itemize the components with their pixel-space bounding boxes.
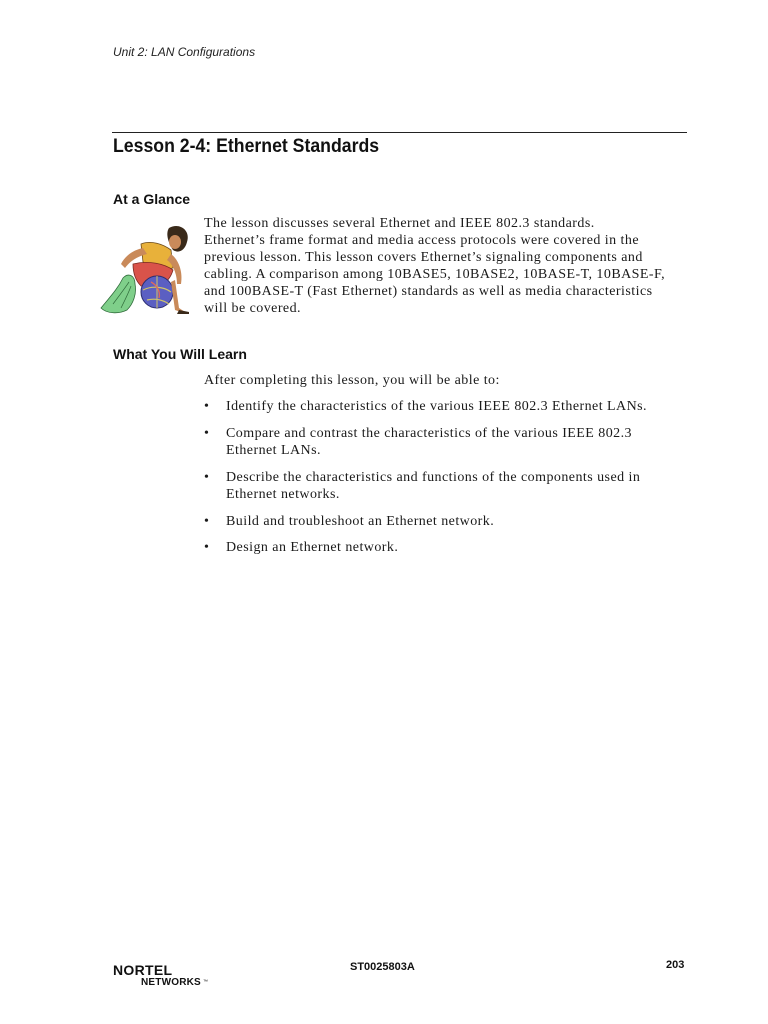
logo-wordmark-bottom: NETWORKS <box>141 977 201 988</box>
lesson-title: Lesson 2-4: Ethernet Standards <box>113 136 380 157</box>
bullet: • <box>204 399 210 414</box>
page-number: 203 <box>666 959 685 971</box>
list-item-line: Ethernet LANs. <box>226 442 321 458</box>
learn-intro: After completing this lesson, you will be able to: <box>204 373 500 388</box>
list-item-line: Describe the characteristics and functions of the components used in <box>226 469 641 485</box>
woman-with-globe-illustration <box>99 220 193 316</box>
nortel-networks-logo <box>113 962 213 992</box>
bullet: • <box>204 513 210 529</box>
list-item-line: Compare and contrast the characteristics of the various IEEE 802.3 <box>226 425 633 441</box>
document-code: ST0025803A <box>350 961 415 973</box>
list-item-line: Design an Ethernet network. <box>226 540 399 556</box>
glance-line: The lesson discusses several Ethernet and IEEE 802.3 standards. <box>204 216 595 231</box>
logo-trademark: ™ <box>203 979 208 985</box>
list-item-line: Build and troubleshoot an Ethernet network. <box>226 513 495 529</box>
what-you-will-learn-heading: What You Will Learn <box>113 346 247 362</box>
objectives-list <box>204 399 690 567</box>
list-item <box>204 540 690 557</box>
bullet: • <box>204 540 210 556</box>
at-a-glance-text <box>204 216 690 317</box>
glance-line: cabling. A comparison among 10BASE5, 10BASE2, 10BASE-T, 10BASE-F, <box>204 266 666 282</box>
list-item-line: Ethernet networks. <box>226 486 340 502</box>
list-item <box>204 399 690 416</box>
glance-line: will be covered. <box>204 300 301 316</box>
title-rule <box>112 132 687 133</box>
glance-line: Ethernet’s frame format and media access protocols were covered in the <box>204 232 639 248</box>
list-item <box>204 426 690 460</box>
at-a-glance-heading: At a Glance <box>113 191 191 207</box>
glance-line: and 100BASE-T (Fast Ethernet) standards as well as media characteristics <box>204 283 653 299</box>
running-head: Unit 2: LAN Configurations <box>113 45 256 59</box>
logo-wordmark-top: NORTEL <box>113 962 173 978</box>
list-item-line: Identify the characteristics of the various IEEE 802.3 Ethernet LANs. <box>226 399 647 414</box>
list-item <box>204 470 690 504</box>
bullet: • <box>204 425 210 441</box>
list-item <box>204 514 690 531</box>
bullet: • <box>204 469 210 485</box>
glance-line: previous lesson. This lesson covers Ethernet’s signaling components and <box>204 249 643 265</box>
